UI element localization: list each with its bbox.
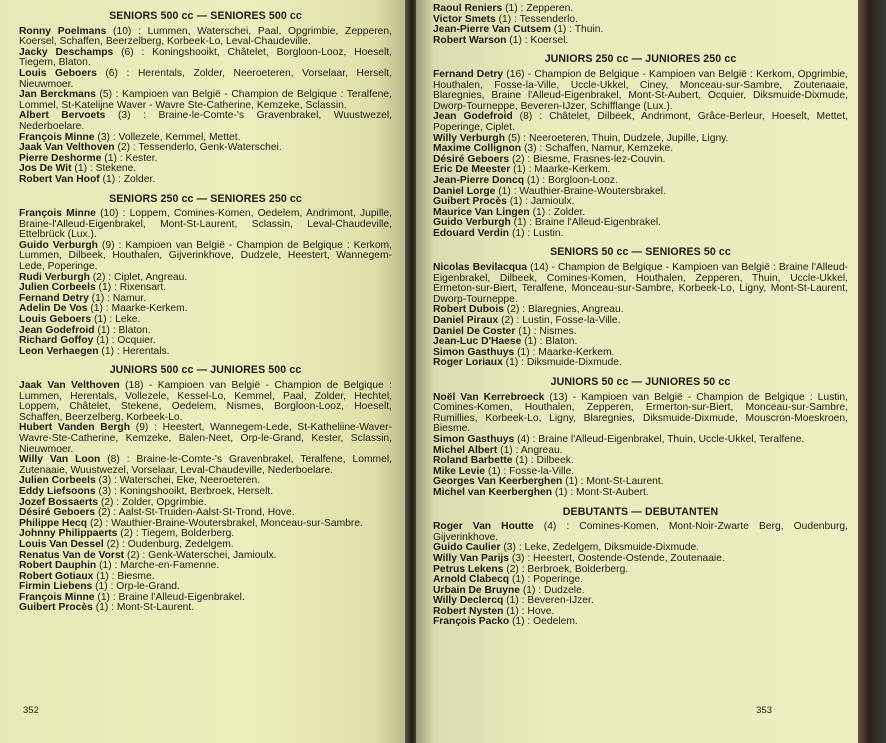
rider-entry xyxy=(19,175,392,186)
rider-name: Robert Gotiaux xyxy=(19,570,94,582)
rider-results: (1) : Maarke-Kerkem. xyxy=(87,303,188,315)
rider-results: (2) : Aalst-St-Truiden-Aalst-St-Trond, Hove. xyxy=(95,507,295,519)
rider-entry xyxy=(19,381,392,423)
rider-name: Daniel Piraux xyxy=(433,315,499,327)
right-column xyxy=(433,4,848,628)
rider-entry xyxy=(19,90,392,111)
rider-name: Rudi Verburgh xyxy=(19,271,90,283)
right-page xyxy=(416,0,858,743)
rider-name: Louis Geboers xyxy=(19,314,92,326)
rider-results: (1) : Maarke-Kerkem. xyxy=(510,164,611,176)
rider-results: (1) : Wauthier-Braine-Woutersbrakel. xyxy=(495,185,666,197)
rider-name: Willy Van Parijs xyxy=(433,552,510,564)
rider-entry xyxy=(433,36,848,47)
rider-results: (3) : Waterschei, Eke, Neeroeteren. xyxy=(95,475,261,487)
rider-results: (1) : Borgloon-Looz. xyxy=(524,174,618,186)
rider-results: (5) : Kampioen van België - Champion de Belgique : Teralfene, Lommel, St-Katelijne Waver - Wavre Ste-Catherine, Kemzeke, Sclassin. xyxy=(19,89,392,111)
rider-results: (1) : Herentals. xyxy=(98,345,170,357)
rider-name: Eric De Meester xyxy=(433,164,511,176)
page-number-right: 353 xyxy=(756,705,772,716)
rider-name: Guido Caulier xyxy=(433,542,501,554)
rider-name: Simon Gasthuys xyxy=(433,433,515,445)
rider-results: (10) : Loppem, Comines-Komen, Oedelem, Andrimont, Jupille, Braine-l'Alleud-Eigenbrakel, Mont-St-Laurent, Sclassin, Leval-Chaudeville, Ettelbrück (Lux.). xyxy=(19,208,392,241)
rider-results: (18) - Kampioen van België - Champion de Belgique : Lummen, Herentals, Vollezele, Kessel-Lo, Kemmel, Paal, Zolder, Hechtel, Loppem, Châtelet, Stekene, Oedelem, Nismes, Borgloon-Looz, Hoeselt, Schaffen, Beerzelberg, Korbeek-Lo. xyxy=(19,380,392,423)
rider-name: Louis Geboers xyxy=(19,67,97,79)
rider-name: Willy Verburgh xyxy=(433,132,505,144)
rider-entry xyxy=(433,263,848,305)
rider-name: Guibert Procès xyxy=(433,196,507,208)
left-page xyxy=(0,0,408,743)
section-heading: SENIORS 50 cc — SENIORES 50 cc xyxy=(550,246,731,259)
rider-results: (1) : Angreau. xyxy=(497,444,563,456)
rider-name: Maxime Collignon xyxy=(433,143,522,155)
rider-results: (3) : Heestert, Oostende-Ostende, Zoutenaaie. xyxy=(509,552,725,564)
rider-name: Willy Van Loon xyxy=(19,454,101,466)
rider-entry xyxy=(19,347,392,358)
left-column xyxy=(19,3,392,614)
rider-name: Julien Corbeels xyxy=(19,475,96,487)
rider-name: Jean-Pierre Doncq xyxy=(433,174,524,186)
rider-name: Jaak Van Velthoven xyxy=(19,142,115,154)
rider-name: Michel van Keerberghen xyxy=(433,486,553,498)
rider-name: Fernand Detry xyxy=(19,292,89,304)
rider-results: (1) : Tessenderlo. xyxy=(495,13,578,25)
rider-name: Daniel Lorge xyxy=(433,185,496,197)
rider-name: Jean Godefroid xyxy=(19,324,95,336)
rider-name: Roger Loriaux xyxy=(433,357,503,369)
rider-name: Mike Levie xyxy=(433,465,486,477)
rider-name: Jan Berckmans xyxy=(19,89,96,101)
rider-entry xyxy=(433,358,848,369)
rider-results: (2) : Blaregnies, Angreau. xyxy=(503,304,624,316)
rider-name: Jean-Pierre Van Cutsem xyxy=(433,24,551,36)
rider-results: (1) : Poperinge. xyxy=(509,574,583,586)
rider-results: (1) : Mont-St-Laurent. xyxy=(562,476,664,488)
rider-name: Robert Van Hoof xyxy=(19,173,100,185)
rider-results: (1) : Maarke-Kerkem. xyxy=(514,346,615,358)
rider-results: (1) : Namur. xyxy=(88,292,147,304)
rider-name: François Minne xyxy=(19,591,95,603)
rider-results: (1) : Thuin. xyxy=(550,24,604,36)
rider-name: Philippe Hecq xyxy=(19,517,88,529)
rider-entry xyxy=(433,112,848,133)
rider-results: (1) : Lustin. xyxy=(509,227,564,239)
rider-results: (1) : Blaton. xyxy=(521,336,578,348)
rider-results: (1) : Nismes. xyxy=(515,325,577,337)
rider-name: Jean-Luc D'Haese xyxy=(433,336,522,348)
rider-results: (3) : Braine-le-Comte-'s Gravenbrakel, Wuustwezel, Nederboelare. xyxy=(19,110,392,132)
rider-results: (2) : Lustin, Fosse-la-Ville. xyxy=(498,315,621,327)
section-heading: SENIORS 500 cc — SENIORES 500 cc xyxy=(109,10,302,22)
rider-entry xyxy=(19,241,392,273)
rider-results: (16) - Champion de Belgique - Kampioen van België : Kerkom, Opgrimbie, Houthalen, Fosse-la-Ville, Uccle-Ukkel, Ciney, Monceau-sur-Sambre, Zoutenaaie, Blaregnies, Braine l'Alleud-Eigenbrakel, Mont-St-Aubert, Ocquier, Diksmuide-Dixmude, Dworp-Tourneppe, Beveren-IJzer, Schifflange (Lux.). xyxy=(433,68,848,112)
rider-results: (1) : Mont-St-Aubert. xyxy=(552,486,649,498)
rider-name: Pierre Deshorme xyxy=(19,152,102,164)
rider-results: (6) : Herentals, Zolder, Neeroeteren, Vorselaar, Herselt, Nieuwmoer. xyxy=(19,67,393,90)
rider-name: Jozef Bossaerts xyxy=(19,496,98,508)
rider-entry xyxy=(433,488,848,499)
rider-results: (2) : Berbroek, Bolderberg. xyxy=(503,563,629,575)
rider-name: Jacky Deschamps xyxy=(19,46,114,58)
rider-results: (3) : Leke, Zedelgem, Diksmuide-Dixmude. xyxy=(500,542,700,554)
rider-name: Guido Verburgh xyxy=(433,217,511,229)
rider-name: Désiré Geboers xyxy=(433,153,510,165)
rider-results: (1) : Ocquier. xyxy=(93,335,156,347)
rider-results: (1) : Braine l'Alleud-Eigenbrakel. xyxy=(94,591,245,603)
rider-name: Roland Barbette xyxy=(433,455,513,467)
rider-results: (1) : Fosse-la-Ville. xyxy=(485,465,575,477)
rider-results: (1) : Dilbeek. xyxy=(512,455,574,467)
rider-results: (1) : Zolder. xyxy=(529,206,586,218)
rider-name: Hubert Vanden Bergh xyxy=(19,422,131,434)
rider-name: Daniel De Coster xyxy=(433,325,516,337)
rider-entry xyxy=(433,393,848,435)
rider-entry xyxy=(19,111,392,132)
rider-name: Jos De Wit xyxy=(19,163,72,175)
rider-name: Désiré Geboers xyxy=(19,507,96,519)
rider-results: (3) : Koningshooikt, Berbroek, Herselt. xyxy=(95,485,274,497)
rider-name: Petrus Lekens xyxy=(433,563,504,575)
rider-results: (3) : Vollezele, Kemmel, Mettet. xyxy=(94,131,241,143)
rider-results: (1) : Marche-en-Famenne. xyxy=(96,560,220,572)
rider-results: (1) : Orp-le-Grand. xyxy=(92,581,180,593)
rider-name: Robert Nysten xyxy=(433,605,504,617)
rider-results: (1) : Kester. xyxy=(101,152,158,164)
rider-results: (4) : Comines-Komen, Mont-Noir-Zwarte Berg, Oudenburg, Gijverinkhove. xyxy=(433,521,849,543)
rider-name: Guido Verburgh xyxy=(19,239,98,251)
rider-name: Maurice Van Lingen xyxy=(433,206,530,218)
rider-name: Leon Verhaegen xyxy=(19,345,99,357)
rider-name: Firmin Liebens xyxy=(19,581,93,593)
rider-entry xyxy=(19,209,392,241)
page-edge xyxy=(858,0,886,743)
rider-results: (1) : Rixensart. xyxy=(95,282,167,294)
rider-name: Jean Godefroid xyxy=(433,111,513,123)
rider-results: (2) : Zolder, Opgrimbie. xyxy=(97,496,207,508)
rider-results: (10) : Lummen, Waterschei, Paal, Opgrimbie, Zepperen, Koersel, Schaffen, Beerzelberg, Korbeek-Lo, Leval-Chaudeville. xyxy=(19,25,392,48)
rider-results: (1) : Mont-St-Laurent. xyxy=(92,602,195,614)
rider-results: (1) : Dudzele. xyxy=(519,584,585,596)
section-heading: JUNIORS 500 cc — JUNIORES 500 cc xyxy=(109,364,302,377)
rider-results: (4) : Braine l'Alleud-Eigenbrakel, Thuin, Uccle-Ukkel, Teralfene. xyxy=(514,433,805,445)
rider-results: (3) : Schaffen, Namur, Kemzeke. xyxy=(521,143,674,155)
rider-results: (1) : Zolder. xyxy=(99,173,156,185)
rider-results: (5) : Neeroeteren, Thuin, Dudzele, Jupille, Ligny. xyxy=(505,132,729,144)
rider-results: (2) : Genk-Waterschei, Jamioulx. xyxy=(124,549,277,561)
rider-results: (1) : Oedelem. xyxy=(509,616,578,628)
rider-results: (6) : Koningshooikt, Châtelet, Borgloon-Looz, Hoeselt, Tiegem, Blaton. xyxy=(19,46,392,69)
rider-results: (2) : Tiegem, Bolderberg. xyxy=(117,528,235,540)
rider-results: (1) : Leke. xyxy=(91,314,141,326)
rider-name: François Packo xyxy=(433,616,510,628)
rider-name: Louis Van Dessel xyxy=(19,538,104,550)
rider-name: Simon Gasthuys xyxy=(433,346,515,358)
rider-name: Urbain De Bruyne xyxy=(433,584,520,596)
rider-results: (9) : Kampioen van België - Champion de Belgique : Kerkom, Lummen, Dilbeek, Houthalen, Gijverinkhove, Dudzele, Heestert, Wannegem-Lede, Poperinge. xyxy=(19,239,392,273)
rider-name: Albert Bervoets xyxy=(19,110,106,122)
rider-name: Jaak Van Velthoven xyxy=(19,380,120,391)
rider-name: Willy Declercq xyxy=(433,595,504,607)
rider-results: (1) : Braine l'Alleud-Eigenbrakel. xyxy=(510,217,662,229)
page-number-left: 352 xyxy=(23,705,39,716)
rider-name: François Minne xyxy=(19,131,95,143)
rider-entry xyxy=(19,27,392,48)
rider-name: Richard Goffoy xyxy=(19,335,94,347)
rider-name: Johnny Philippaerts xyxy=(19,528,118,540)
rider-results: (8) : Braine-le-Comte-'s Gravenbrakel, Teralfene, Lommel, Zutenaaie, Wuustwezel, Vorselaar, Leval-Chaudeville, Nederboelare. xyxy=(19,454,392,476)
rider-results: (1) : Beveren-IJzer. xyxy=(503,595,594,607)
rider-results: (1) : Koersel. xyxy=(506,34,569,46)
rider-name: Arnold Clabecq xyxy=(433,574,510,586)
rider-entry xyxy=(433,522,848,543)
rider-name: Robert Dauphin xyxy=(19,560,97,572)
rider-results: (1) : Diksmuide-Dixmude. xyxy=(502,357,622,369)
rider-name: Georges Van Keerberghen xyxy=(433,476,563,488)
rider-entry xyxy=(19,48,392,69)
section-heading: JUNIORS 250 cc — JUNIORES 250 cc xyxy=(544,53,737,66)
rider-entry xyxy=(433,70,848,112)
rider-results: (13) - Kampioen van België - Champion de Belgique : Lustin, Comines-Komen, Houthalen, Zepperen, Ermerton-sur-Biert, Monceau-sur-Sambre, Rumillies, Korbeek-Lo, Ligny, Blaregnies, Diksmuide-Dixmude, Mouscron-Moeskroen, Biesme. xyxy=(433,391,848,435)
rider-results: (8) : Châtelet, Dilbeek, Andrimont, Grâce-Berleur, Hoeselt, Mettet, Poperinge, Ciplet. xyxy=(433,111,848,133)
rider-name: Raoul Reniers xyxy=(433,3,503,14)
rider-name: Guibert Procès xyxy=(19,602,93,614)
rider-name: Ronny Poelmans xyxy=(19,25,107,37)
rider-entry xyxy=(19,423,392,455)
rider-results: (1) : Biesme. xyxy=(93,570,155,582)
rider-results: (2) : Ciplet, Angreau. xyxy=(89,271,188,283)
rider-name: Robert Dubois xyxy=(433,304,504,316)
rider-name: François Minne xyxy=(19,208,96,220)
rider-entry xyxy=(19,603,392,614)
rider-results: (2) : Wauthier-Braine-Woutersbrakel, Monceau-sur-Sambre. xyxy=(87,517,363,529)
section-heading: DEBUTANTS — DEBUTANTEN xyxy=(562,505,719,518)
rider-entry xyxy=(433,229,848,240)
rider-results: (1) : Hove. xyxy=(503,605,555,617)
rider-results: (2) : Oudenburg, Zedelgem. xyxy=(103,538,234,550)
rider-results: (1) : Zepperen. xyxy=(502,3,574,14)
rider-results: (2) : Biesme, Frasnes-lez-Couvin. xyxy=(509,153,666,165)
rider-results: (9) : Heestert, Wannegem-Lede, St-Katheliine-Waver-Wavre-Ste-Catherine, Kemzeke, Balen-Neet, Orp-le-Grand, Kester, Sclassin, Nieuwmoer. xyxy=(19,422,392,455)
rider-results: (14) - Champion de Belgique - Kampioen van België : Braine l'Alleud-Eigenbrakel, Dilbeek, Comines-Komen, Houthalen, Zepperen, Thuin, Uccle-Ukkel, Ermeton-sur-Biert, Teralfene, Monceau-sur-Sambre, Korbeek-Lo, Ligny, Mont-St-Laurent, Dworp-Tourneppe. xyxy=(433,262,848,305)
rider-name: Roger Van Houtte xyxy=(433,521,534,533)
rider-name: Nicolas Bevilacqua xyxy=(433,262,528,274)
rider-entry xyxy=(19,455,392,476)
rider-name: Michel Albert xyxy=(433,444,498,456)
rider-name: Adelin De Vos xyxy=(19,303,88,315)
rider-name: Robert Warson xyxy=(433,34,507,46)
rider-results: (1) : Blaton. xyxy=(94,324,151,336)
rider-name: Victor Smets xyxy=(433,13,496,25)
section-heading: JUNIORS 50 cc — JUNIORES 50 cc xyxy=(550,376,731,388)
rider-results: (1) : Jamioulx. xyxy=(506,196,575,208)
rider-name: Eddy Liefsoons xyxy=(19,485,96,497)
section-heading: SENIORS 250 cc — SENIORES 250 cc xyxy=(109,192,302,205)
rider-results: (1) : Stekene. xyxy=(71,163,137,175)
rider-results: (2) : Tessenderlo, Genk-Waterschei. xyxy=(114,142,282,154)
rider-name: Edouard Verdin xyxy=(433,227,510,239)
rider-name: Julien Corbeels xyxy=(19,282,96,294)
rider-name: Noël Van Kerrebroeck xyxy=(433,391,545,403)
rider-name: Fernand Detry xyxy=(433,68,504,80)
rider-entry xyxy=(19,69,392,90)
rider-entry xyxy=(433,617,848,628)
rider-name: Renatus Van de Vorst xyxy=(19,549,125,561)
